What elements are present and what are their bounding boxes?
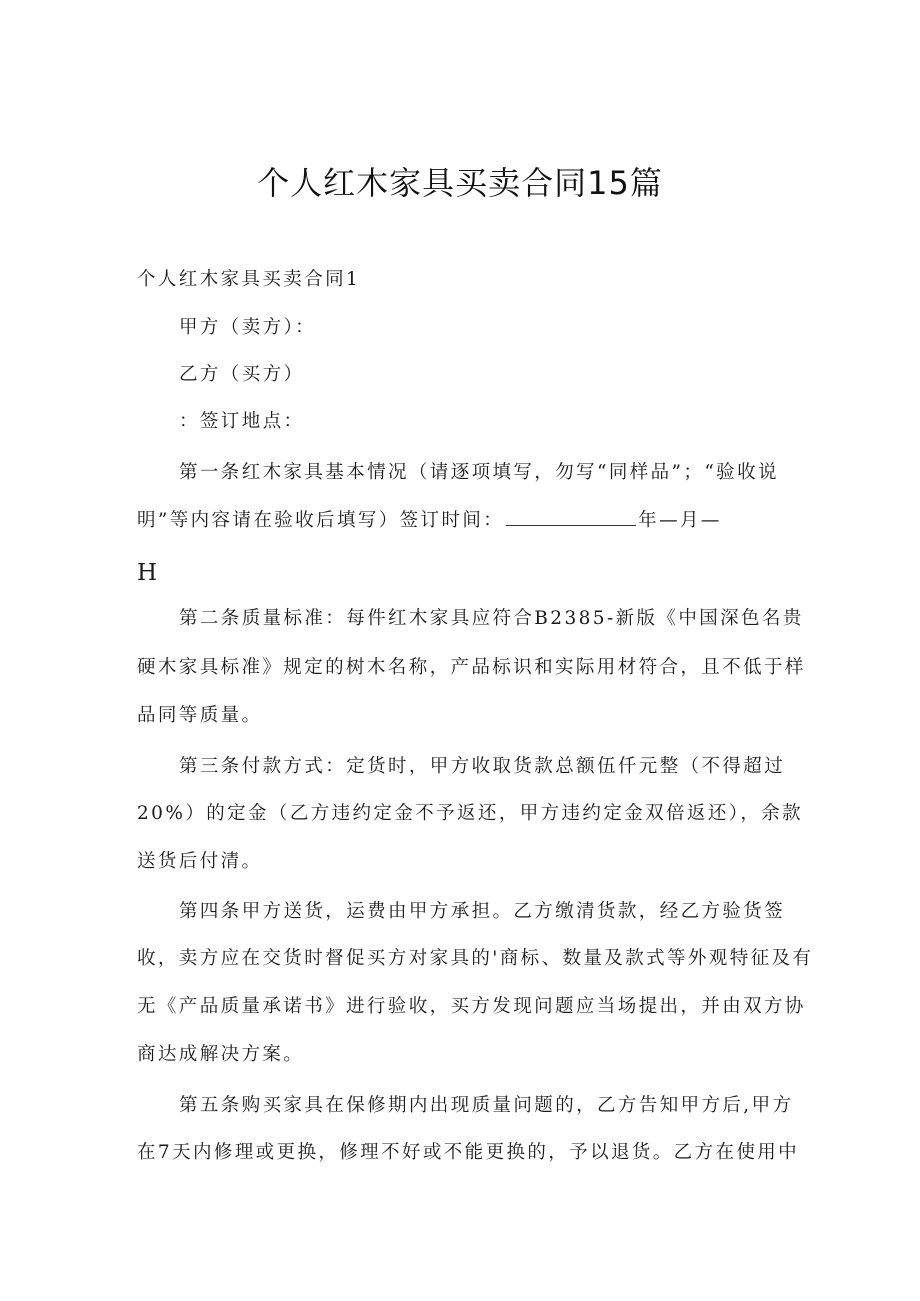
- article5-line2: 在7天内修理或更换，修理不好或不能更换的，予以退货。乙方在使用中: [137, 1142, 800, 1163]
- contract-heading: 个人红木家具买卖合同1: [137, 269, 361, 290]
- document-body: [137, 0, 814, 1301]
- article3-line3: 送货后付清。: [137, 851, 263, 872]
- article1-line2-date: 年—月—: [638, 510, 722, 531]
- party-a-line: 甲方（卖方）：: [179, 317, 317, 338]
- article2-line2: 硬木家具标准》规定的树木名称，产品标识和实际用材符合，且不低于样: [137, 657, 806, 678]
- article3-line1: 第三条付款方式：定货时，甲方收取货款总额伍仟元整（不得超过: [179, 756, 786, 777]
- article1-line2: [137, 509, 722, 533]
- article4-line3: 无《产品质量承诺书》进行验收，买方发现问题应当场提出，并由双方协: [137, 996, 806, 1017]
- article1-line1: 第一条红木家具基本情况（请逐项填写，勿写“同样品”；“验收说: [179, 462, 779, 483]
- article5-line1: 第五条购买家具在保修期内出现质量问题的，乙方告知甲方后,甲方: [179, 1095, 794, 1116]
- article4-line4: 商达成解决方案。: [137, 1044, 305, 1065]
- article2-line3: 品同等质量。: [137, 705, 263, 726]
- article3-line2: 20%）的定金（乙方违约定金不予返还，甲方违约定金双倍返还），余款: [137, 803, 804, 824]
- sign-date-blank: [506, 509, 636, 526]
- article1-line3: H: [137, 560, 158, 586]
- article2-line1: 第二条质量标准：每件红木家具应符合B2385-新版《中国深色名贵: [179, 608, 804, 629]
- document-title: 个人红木家具买卖合同15篇: [257, 164, 663, 202]
- article1-line2-text: 明”等内容请在验收后填写）签订时间：: [137, 510, 505, 531]
- article4-line1: 第四条甲方送货，运费由甲方承担。乙方缴清货款，经乙方验货签: [179, 901, 786, 922]
- article4-line2: 收，卖方应在交货时督促买方对家具的'商标、数量及款式等外观特征及有: [137, 948, 814, 969]
- sign-place-line: ：签订地点：: [179, 411, 305, 432]
- party-b-line: 乙方（买方）: [179, 364, 305, 385]
